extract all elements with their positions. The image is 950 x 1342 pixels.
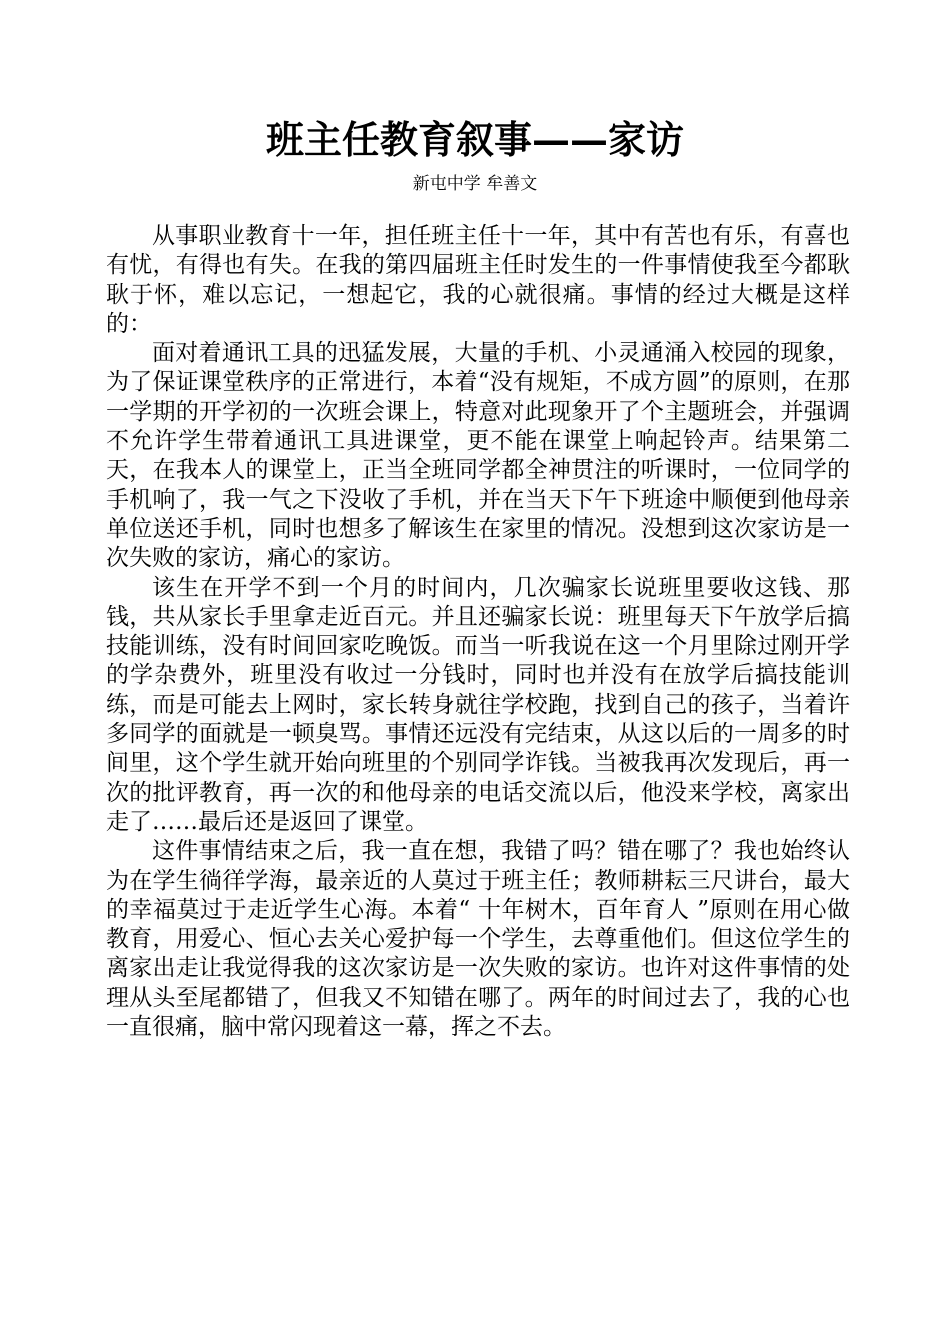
paragraph-2: 面对着通讯工具的迅猛发展，大量的手机、小灵通涌入校园的现象，为了保证课堂秩序的正常进行，本着“没有规矩，不成方圆”的原则，在那一学期的开学初的一次班会课上，特意对此现象开了个主题班会，并强调不允许学生带着通讯工具进课堂，更不能在课堂上响起铃声。结果第二天，在我本人的课堂上，正当全班同学都全神贯注的听课时，一位同学的手机响了，我一气之下没收了手机，并在当天下午下班途中顺便到他母亲单位送还手机，同时也想多了解该生在家里的情况。没想到这次家访是一次失败的家访，痛心的家访。 — [106, 340, 850, 572]
author-byline: 新屯中学 牟善文 — [412, 174, 538, 194]
document-title: 班主任教育叙事——家访 — [265, 117, 684, 162]
paragraph-1: 从事职业教育十一年，担任班主任十一年，其中有苦也有乐，有喜也有忧，有得也有失。在我的第四届班主任时发生的一件事情使我至今都耿耿于怀，难以忘记，一想起它，我的心就很痛。事情的经过大概是这样的： — [106, 223, 850, 337]
paragraph-4: 这件事情结束之后，我一直在想，我错了吗？错在哪了？我也始终认为在学生徜徉学海，最亲近的人莫过于班主任；教师耕耘三尺讲台，最大的幸福莫过于走近学生心海。本着“ 十年树木，百年育人 ”原则在用心做教育，用爱心、恒心去关心爱护每一个学生，去尊重他们。但这位学生的离家出走让我觉得我的这次家访是一次失败的家访。也许对这件事情的处理从头至尾都错了，但我又不知错在哪了。两年的时间过去了，我的心也一直很痛，脑中常闪现着这一幕，挥之不去。 — [106, 838, 850, 1041]
paragraph-3: 该生在开学不到一个月的时间内，几次骗家长说班里要收这钱、那钱，共从家长手里拿走近百元。并且还骗家长说：班里每天下午放学后搞技能训练，没有时间回家吃晚饭。而当一听我说在这一个月里除过刚开学的学杂费外，班里没有收过一分钱时，同时也并没有在放学后搞技能训练，而是可能去上网时，家长转身就往学校跑，找到自己的孩子，当着许多同学的面就是一顿臭骂。事情还远没有完结束，从这以后的一周多的时间里，这个学生就开始向班里的个别同学诈钱。当被我再次发现后，再一次的批评教育，再一次的和他母亲的电话交流以后，他没来学校，离家出走了……最后还是返回了课堂。 — [106, 574, 850, 835]
document-body — [106, 222, 850, 1042]
